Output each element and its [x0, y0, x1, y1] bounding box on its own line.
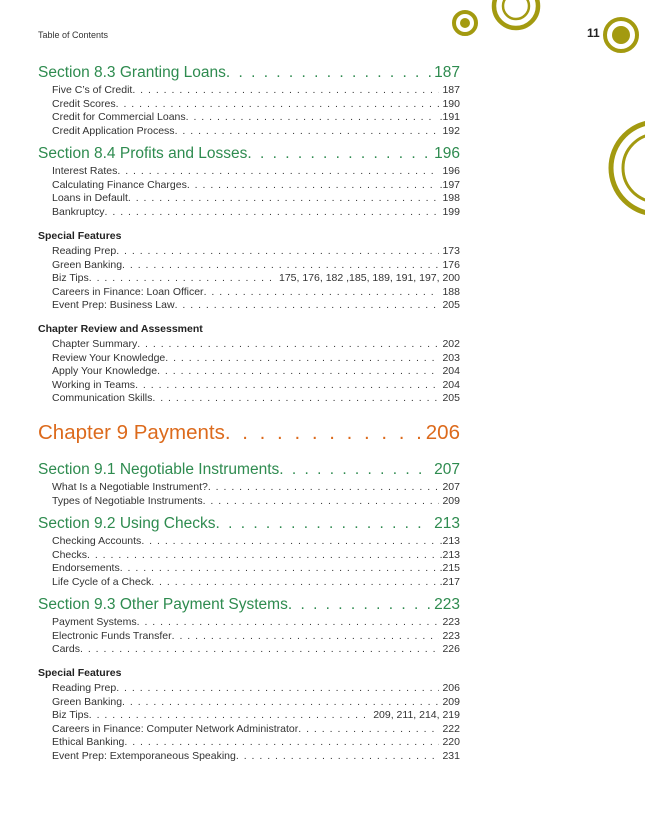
entry-title: Reading Prep [52, 245, 117, 257]
section-9-3 [38, 596, 460, 657]
toc-entry[interactable] [52, 98, 460, 112]
entry-page: 207 [442, 481, 460, 493]
entry-title: Biz Tips [52, 272, 89, 284]
dot-leader [288, 596, 431, 614]
toc-entry[interactable] [52, 111, 460, 125]
entry-title: Payment Systems [52, 616, 137, 628]
section-page: 223 [434, 596, 460, 613]
entry-page: 206 [442, 682, 460, 694]
toc-entry[interactable] [52, 192, 460, 206]
dot-leader [116, 98, 440, 112]
toc-entry[interactable] [52, 750, 460, 764]
dot-leader [128, 192, 440, 206]
entry-page: .213 [439, 535, 460, 547]
toc-entry[interactable] [52, 206, 460, 220]
entry-page: 204 [442, 365, 460, 377]
entry-title: Chapter Summary [52, 338, 138, 350]
section-9-2 [38, 515, 460, 589]
dot-leader [80, 643, 439, 657]
section-8-4 [38, 145, 460, 219]
dot-leader [157, 365, 439, 379]
entry-page: 202 [442, 338, 460, 350]
toc-entry[interactable] [52, 495, 460, 509]
toc-entry[interactable] [52, 165, 460, 179]
arc-icon [605, 118, 645, 218]
toc-entry[interactable] [52, 616, 460, 630]
group-title: Chapter Review and Assessment [38, 323, 203, 335]
entry-title: Biz Tips [52, 709, 89, 721]
entry-page: 203 [442, 351, 460, 364]
entry-page: .197 [439, 178, 460, 191]
toc-entry[interactable] [52, 365, 460, 379]
entry-title: Event Prep: Business Law [52, 299, 175, 311]
toc-entry[interactable] [52, 245, 460, 259]
dot-leader [141, 535, 436, 549]
entry-title: Credit Application Process [52, 124, 175, 137]
group-title: Special Features [38, 230, 122, 242]
entry-page: 209 [442, 695, 460, 708]
section-heading[interactable] [38, 461, 460, 479]
entry-title: Checking Accounts [52, 535, 142, 547]
toc-entry[interactable] [52, 535, 460, 549]
group-title: Special Features [38, 667, 122, 679]
chapter-title: Chapter 9 Payments [38, 421, 225, 444]
ring-icon [451, 9, 479, 37]
toc-entry[interactable] [52, 682, 460, 696]
entry-page: 231 [442, 749, 460, 762]
section-title: Section 9.1 Negotiable Instruments [38, 461, 280, 478]
entry-title: Green Banking [52, 258, 123, 271]
section-heading[interactable] [38, 515, 460, 533]
dot-leader [172, 630, 440, 644]
entry-title: Working in Teams [52, 378, 136, 391]
ring-dot-icon [602, 16, 640, 54]
entry-title: Types of Negotiable Instruments [52, 494, 203, 507]
toc-entry[interactable] [52, 549, 460, 563]
dot-leader [122, 259, 439, 273]
page-number: 11 [587, 26, 600, 40]
entry-page: 222 [442, 722, 460, 735]
entry-title: Event Prep: Extemporaneous Speaking [52, 749, 236, 762]
section-9-1 [38, 461, 460, 508]
toc-entry[interactable] [52, 379, 460, 393]
dot-leader [105, 206, 440, 220]
entry-page: 199 [442, 205, 460, 218]
toc-entry[interactable] [52, 125, 460, 139]
section-heading[interactable] [38, 596, 460, 614]
dot-leader [120, 562, 437, 576]
entry-title: Calculating Finance Charges [52, 178, 187, 191]
entry-page: .217 [439, 575, 460, 588]
toc-entry[interactable] [52, 272, 460, 286]
entry-title: Interest Rates [52, 165, 118, 177]
dot-leader [204, 286, 440, 300]
toc-entry[interactable] [52, 352, 460, 366]
entry-title: Bankruptcy [52, 205, 105, 218]
chapter-9 [38, 421, 460, 445]
entry-title: Cards [52, 643, 81, 655]
entry-page: 209, 211, 214, 219 [373, 709, 460, 721]
toc-entry[interactable] [52, 259, 460, 273]
dot-leader [135, 379, 439, 393]
section-heading[interactable] [38, 145, 460, 163]
entry-page: 226 [442, 643, 460, 655]
section-heading[interactable] [38, 64, 460, 82]
entry-page: 190 [442, 97, 460, 110]
dot-leader [137, 338, 439, 352]
entry-title: Ethical Banking [52, 736, 125, 748]
toc-entry[interactable] [52, 709, 460, 723]
dot-leader [203, 495, 440, 509]
dot-leader [117, 165, 439, 179]
section-8-3 [38, 64, 460, 138]
dot-leader [137, 616, 440, 630]
entry-page: .213 [439, 548, 460, 561]
dot-leader [215, 515, 431, 533]
entry-title: Green Banking [52, 695, 123, 708]
dot-leader [279, 461, 431, 479]
entry-title: Credit Scores [52, 97, 116, 110]
entry-page: .215 [439, 562, 460, 574]
entry-page: 175, 176, 182 ,185, 189, 191, 197, 200 [279, 272, 460, 284]
dot-leader [165, 352, 439, 366]
dot-leader [226, 64, 431, 82]
dot-leader [186, 111, 437, 125]
entry-title: Reading Prep [52, 682, 117, 694]
section-title: Section 9.2 Using Checks [38, 515, 216, 532]
toc-entry[interactable] [52, 338, 460, 352]
ch8-review-assessment [38, 322, 460, 406]
entry-title: Electronic Funds Transfer [52, 629, 172, 642]
toc-entry[interactable] [52, 286, 460, 300]
entry-title: Checks [52, 548, 88, 561]
section-title: Section 8.3 Granting Loans [38, 64, 226, 81]
dot-leader [89, 272, 276, 286]
entry-title: Life Cycle of a Check [52, 575, 152, 588]
entry-page: 205 [442, 299, 460, 311]
ring-icon [488, 0, 544, 34]
dot-leader [87, 549, 437, 563]
entry-page: 196 [442, 165, 460, 177]
dot-leader [116, 245, 439, 259]
entry-title: Loans in Default [52, 192, 128, 204]
toc-entry[interactable] [52, 179, 460, 193]
dot-leader [124, 736, 439, 750]
entry-title: Five C’s of Credit [52, 84, 133, 96]
dot-leader [236, 750, 440, 764]
entry-title: Careers in Finance: Loan Officer [52, 285, 204, 298]
entry-page: 188 [442, 285, 460, 298]
toc-entry[interactable] [52, 630, 460, 644]
section-page: 207 [434, 461, 460, 478]
section-page: 187 [434, 64, 460, 81]
entry-page: 192 [442, 124, 460, 137]
section-page: 196 [434, 145, 460, 162]
chapter-page: 206 [425, 421, 460, 444]
section-title: Section 8.4 Profits and Losses [38, 145, 248, 162]
dot-leader [116, 682, 439, 696]
toc-entry[interactable] [52, 84, 460, 98]
entry-page: 205 [442, 392, 460, 404]
running-header: Table of Contents [38, 30, 109, 40]
entry-page: 209 [442, 494, 460, 507]
section-page: 213 [434, 515, 460, 532]
dot-leader [175, 299, 440, 313]
entry-page: 223 [442, 616, 460, 628]
entry-page: 173 [442, 245, 460, 257]
entry-page: 223 [442, 629, 460, 642]
toc-entry[interactable] [52, 562, 460, 576]
entry-page: 220 [442, 736, 460, 748]
dot-leader [152, 392, 439, 406]
entry-page: 187 [442, 84, 460, 96]
dot-leader [247, 145, 431, 163]
toc-entry[interactable] [52, 299, 460, 313]
toc-entry[interactable] [52, 643, 460, 657]
dot-leader [225, 421, 423, 445]
section-title: Section 9.3 Other Payment Systems [38, 596, 288, 613]
entry-title: Endorsements [52, 562, 120, 574]
dot-leader [175, 125, 440, 139]
entry-page: 198 [442, 192, 460, 204]
entry-title: Review Your Knowledge [52, 351, 166, 364]
dot-leader [208, 481, 440, 495]
dot-leader [298, 723, 439, 737]
toc-entry[interactable] [52, 723, 460, 737]
ch8-special-features [38, 229, 460, 313]
entry-title: Careers in Finance: Computer Network Administrator [52, 722, 299, 735]
dot-leader [187, 179, 437, 193]
entry-page: 176 [442, 258, 460, 271]
chapter-heading[interactable] [38, 421, 460, 445]
entry-page: .191 [439, 111, 460, 123]
toc-entry[interactable] [52, 576, 460, 590]
ch9-special-features [38, 666, 460, 763]
toc-entry[interactable] [52, 696, 460, 710]
toc-entry[interactable] [52, 481, 460, 495]
dot-leader [151, 576, 436, 590]
dot-leader [122, 696, 439, 710]
toc-entry[interactable] [52, 392, 460, 406]
entry-title: Communication Skills [52, 392, 153, 404]
toc-entry[interactable] [52, 736, 460, 750]
entry-page: 204 [442, 378, 460, 391]
entry-title: Apply Your Knowledge [52, 365, 158, 377]
dot-leader [132, 84, 439, 98]
entry-title: Credit for Commercial Loans [52, 111, 186, 123]
entry-title: What Is a Negotiable Instrument? [52, 481, 208, 493]
dot-leader [89, 709, 370, 723]
